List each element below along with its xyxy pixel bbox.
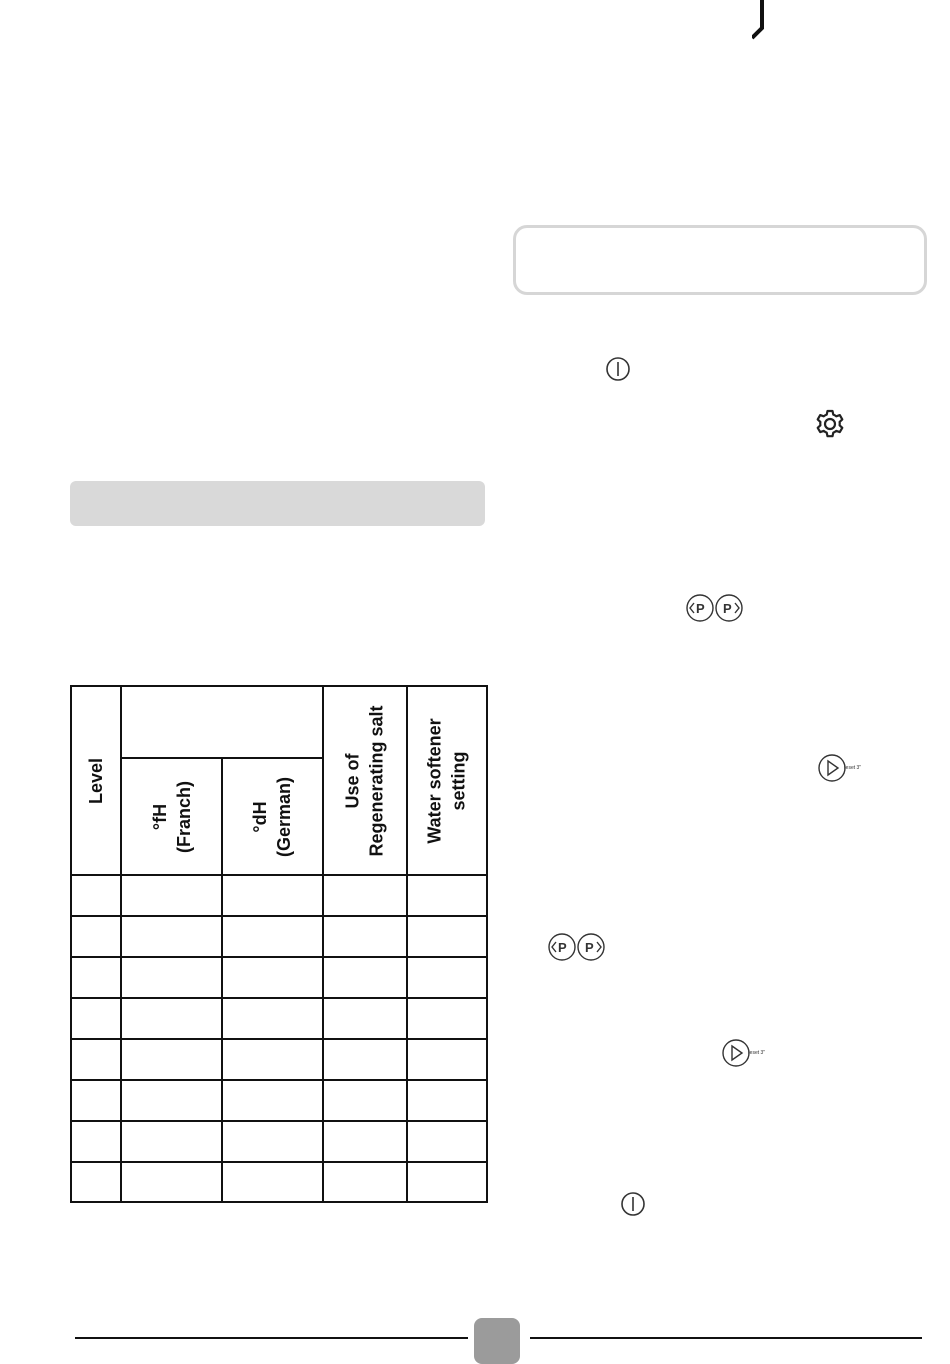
table-cell (223, 999, 322, 1038)
table-cell (122, 1081, 221, 1120)
header-german-unit: °dH (250, 800, 271, 833)
svg-text:P: P (585, 940, 594, 955)
table-cell (122, 1163, 221, 1202)
table-cell (223, 958, 322, 997)
section-heading-bar (70, 481, 485, 526)
table-cell (324, 999, 406, 1038)
power-icon (605, 356, 631, 382)
table-cell (72, 999, 120, 1038)
table-cell (324, 1081, 406, 1120)
header-salt-line1: Use of (343, 752, 364, 809)
table-cell (72, 917, 120, 956)
crop-mark (752, 0, 772, 40)
start-reset-label: reset 3" (844, 765, 862, 771)
table-cell (408, 999, 486, 1038)
header-softener-line1: Water softener (425, 717, 446, 844)
table-cell (408, 917, 486, 956)
table-cell (324, 876, 406, 915)
table-cell (72, 876, 120, 915)
table-cell (122, 1040, 221, 1079)
header-blank-group (122, 687, 322, 757)
table-cell (223, 917, 322, 956)
table-cell (122, 917, 221, 956)
table-cell (223, 1163, 322, 1202)
power-icon (620, 1191, 646, 1217)
note-box (513, 225, 927, 295)
table-cell (408, 1081, 486, 1120)
table-cell (408, 958, 486, 997)
table-cell (408, 1163, 486, 1202)
table-cell (223, 1040, 322, 1079)
table-cell (408, 1122, 486, 1161)
table-cell (408, 876, 486, 915)
table-cell (324, 1040, 406, 1079)
table-cell (324, 1122, 406, 1161)
water-hardness-table (70, 685, 488, 1203)
table-cell (72, 1081, 120, 1120)
header-german-label: (German) (274, 776, 295, 857)
gear-icon (814, 408, 846, 440)
header-salt (324, 687, 406, 874)
svg-text:P: P (558, 940, 567, 955)
header-softener-line2: setting (449, 750, 470, 811)
header-franch (122, 759, 221, 874)
table-cell (72, 1040, 120, 1079)
table-cell (72, 958, 120, 997)
header-franch-unit: °fH (149, 803, 170, 830)
header-franch-label: (Franch) (173, 780, 194, 853)
header-level (72, 687, 120, 874)
table-cell (408, 1040, 486, 1079)
table-cell (122, 958, 221, 997)
table-cell (324, 917, 406, 956)
table-cell (223, 1122, 322, 1161)
footer-rule-left (75, 1337, 468, 1339)
svg-text:P: P (696, 601, 705, 616)
program-prev-next-icon (685, 593, 745, 623)
table-cell (324, 1163, 406, 1202)
start-reset-label-2: reset 3" (748, 1050, 766, 1056)
header-softener (408, 687, 486, 874)
header-german (223, 759, 322, 874)
start-reset-icon (721, 1038, 771, 1068)
svg-text:P: P (723, 601, 732, 616)
table-cell (122, 999, 221, 1038)
page-number-badge (474, 1318, 520, 1364)
table-cell (72, 1163, 120, 1202)
table-cell (122, 876, 221, 915)
header-level-text: Level (86, 757, 106, 804)
start-reset-icon (817, 753, 867, 783)
program-prev-next-icon (547, 932, 607, 962)
table-cell (72, 1122, 120, 1161)
header-salt-line2: Regenerating salt (367, 704, 388, 857)
table-cell (223, 876, 322, 915)
table-cell (122, 1122, 221, 1161)
table-cell (324, 958, 406, 997)
table-cell (223, 1081, 322, 1120)
footer-rule-right (530, 1337, 922, 1339)
